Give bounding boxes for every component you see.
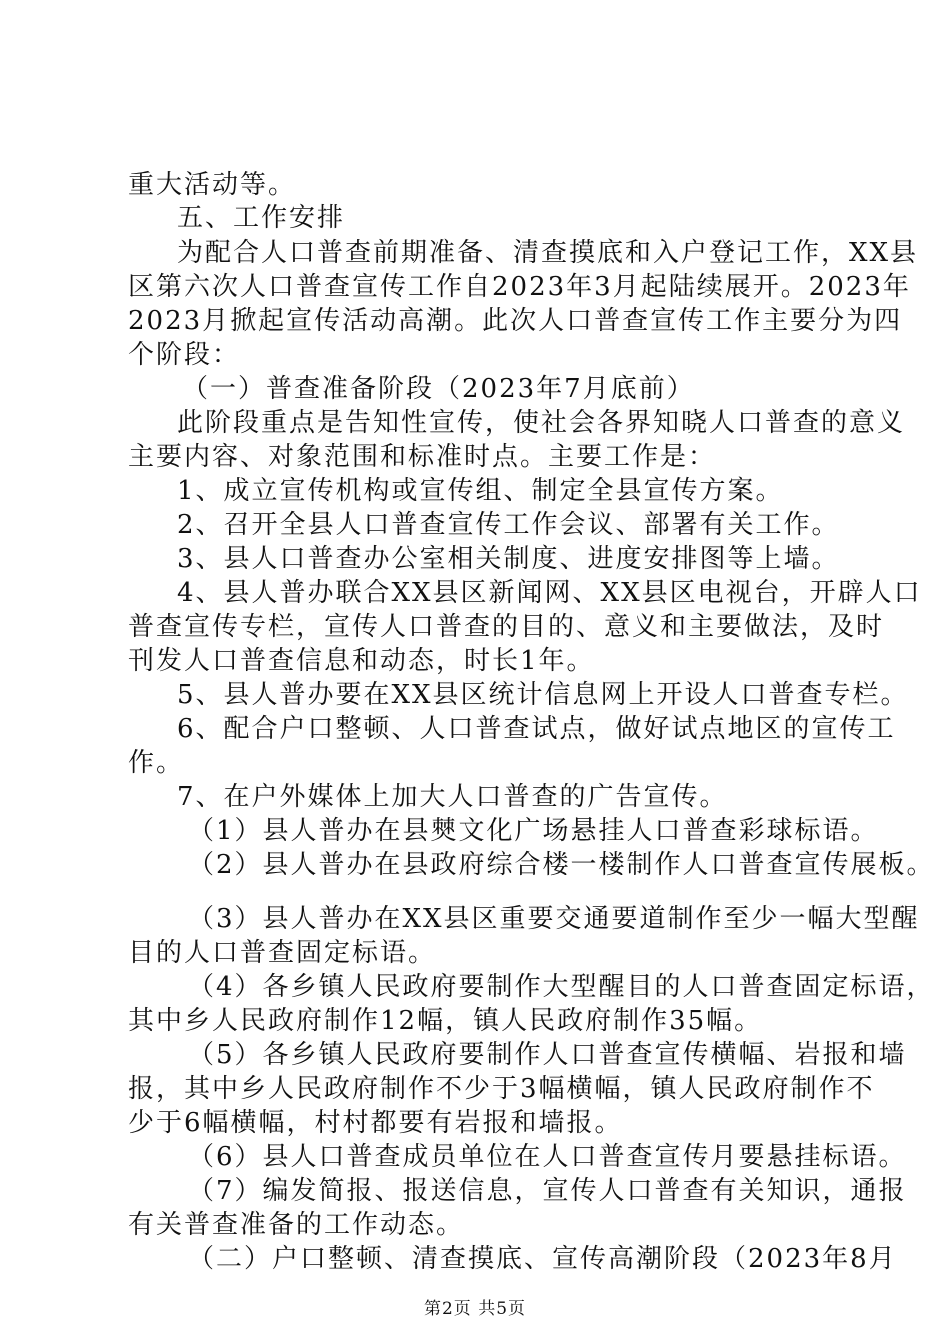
sub-item-5-cont-2: 少于6幅横幅，村村都要有岩报和墙报。: [128, 1108, 623, 1138]
sub-item-3: （3）县人普办在XX县区重要交通要道制作至少一幅大型醒: [188, 904, 920, 934]
sub-item-4: （4）各乡镇人民政府要制作大型醒目的人口普查固定标语，: [188, 972, 935, 1002]
sub-item-7-cont: 有关普查准备的工作动态。: [128, 1210, 465, 1240]
sub-item-7: （7）编发简报、报送信息，宣传人口普查有关知识，通报: [188, 1176, 907, 1206]
text-line-5: 2023月掀起宣传活动高潮。此次人口普查宣传工作主要分为四: [128, 306, 903, 336]
list-item-4-cont-2: 刊发人口普查信息和动态，时长1年。: [128, 646, 595, 676]
sub-item-5: （5）各乡镇人民政府要制作人口普查宣传横幅、岩报和墙: [188, 1040, 907, 1070]
sub-item-1: （1）县人普办在县僰文化广场悬挂人口普查彩球标语。: [188, 816, 879, 846]
text-line-8: 此阶段重点是告知性宣传，使社会各界知晓人口普查的意义: [177, 408, 906, 438]
subsection-heading-1: （一）普查准备阶段（2023年7月底前）: [182, 374, 695, 404]
list-item-4-cont-1: 普查宣传专栏，宣传人口普查的目的、意义和主要做法，及时: [128, 612, 885, 642]
list-item-7: 7、在户外媒体上加大人口普查的广告宣传。: [177, 782, 728, 812]
list-item-5: 5、县人普办要在XX县区统计信息网上开设人口普查专栏。: [177, 680, 909, 710]
text-line-1: 重大活动等。: [128, 170, 297, 200]
sub-item-5-cont-1: 报，其中乡人民政府制作不少于3幅横幅，镇人民政府制作不: [128, 1074, 875, 1104]
page-footer: 第2页 共5页: [423, 1299, 527, 1319]
sub-item-3-cont: 目的人口普查固定标语。: [128, 938, 437, 968]
list-item-6: 6、配合户口整顿、人口普查试点，做好试点地区的宣传工: [177, 714, 896, 744]
text-line-3: 为配合人口普查前期准备、清查摸底和入户登记工作，XX县: [177, 238, 919, 268]
list-item-2: 2、召开全县人口普查宣传工作会议、部署有关工作。: [177, 510, 840, 540]
sub-item-4-cont: 其中乡人民政府制作12幅，镇人民政府制作35幅。: [128, 1006, 763, 1036]
sub-item-2: （2）县人普办在县政府综合楼一楼制作人口普查宣传展板。: [188, 850, 935, 880]
list-item-6-cont: 作。: [128, 748, 185, 778]
text-line-4: 区第六次人口普查宣传工作自2023年3月起陆续展开。2023年: [128, 272, 911, 302]
list-item-1: 1、成立宣传机构或宣传组、制定全县宣传方案。: [177, 476, 784, 506]
list-item-3: 3、县人口普查办公室相关制度、进度安排图等上墙。: [177, 544, 840, 574]
list-item-4: 4、县人普办联合XX县区新闻网、XX县区电视台，开辟人口: [177, 578, 922, 608]
sub-item-6: （6）县人口普查成员单位在人口普查宣传月要悬挂标语。: [188, 1142, 907, 1172]
subsection-heading-2: （二）户口整顿、清查摸底、宣传高潮阶段（2023年8月: [188, 1244, 897, 1274]
text-line-9: 主要内容、对象范围和标准时点。主要工作是：: [128, 442, 717, 472]
section-heading: 五、工作安排: [177, 203, 346, 233]
text-line-6: 个阶段：: [128, 340, 241, 370]
